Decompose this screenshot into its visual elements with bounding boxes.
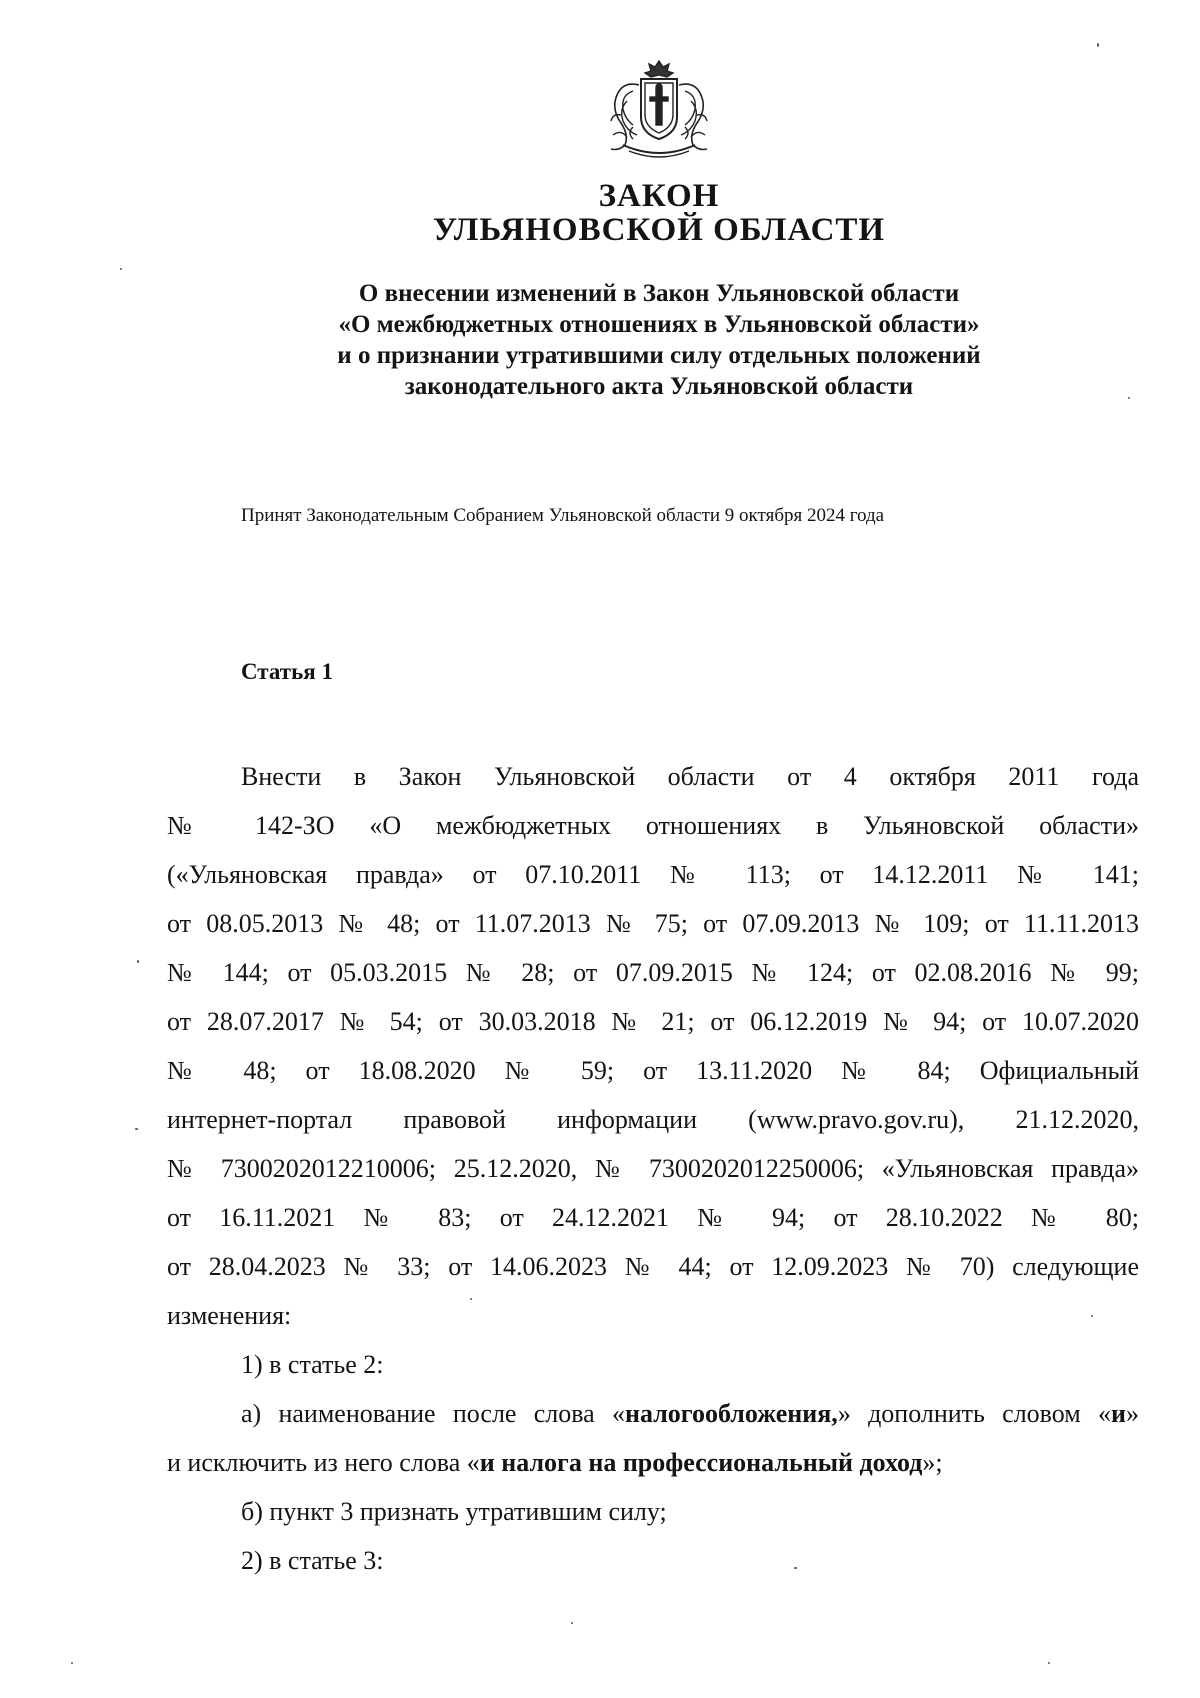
article-body: [167, 752, 1139, 1585]
body-line: от 08.05.2013 № 48; от 11.07.2013 № 75; от 07.09.2013 № 109; от 11.11.2013: [167, 909, 1139, 938]
body-line: № 142-ЗО «О межбюджетных отношениях в Ульяновской области»: [167, 811, 1139, 840]
document-title-line1: ЗАКОН: [598, 178, 720, 214]
body-line: Внести в Закон Ульяновской области от 4 октября 2011 года: [241, 762, 1139, 791]
body-line: от 28.04.2023 № 33; от 14.06.2023 № 44; от 12.09.2023 № 70) следующие: [167, 1252, 1139, 1281]
body-line: № 144; от 05.03.2015 № 28; от 07.09.2015 № 124; от 02.08.2016 № 99;: [167, 958, 1139, 987]
document-title-line2: УЛЬЯНОВСКОЙ ОБЛАСТИ: [432, 212, 886, 248]
law-subject-line: О внесении изменений в Закон Ульяновской области: [358, 280, 960, 307]
body-line: от 28.07.2017 № 54; от 30.03.2018 № 21; от 06.12.2019 № 94; от 10.07.2020: [167, 1007, 1139, 1036]
item-1b: б) пункт 3 признать утратившим силу;: [241, 1497, 667, 1526]
text-run: »: [1126, 1399, 1139, 1428]
law-subject-line: и о признании утратившими силу отдельных положений: [337, 342, 981, 369]
scan-speck: [1128, 397, 1130, 399]
body-line: изменения:: [167, 1301, 292, 1330]
bold-run: налогообложения,: [624, 1399, 838, 1428]
text-run: и исключить из него слова «: [167, 1448, 480, 1477]
scan-speck: [137, 960, 139, 963]
item-1a-line2: [167, 1438, 1139, 1487]
body-line: № 7300202012210006; 25.12.2020, № 7300202012250006; «Ульяновская правда»: [167, 1154, 1139, 1183]
scan-speck: [794, 1567, 797, 1569]
body-line: интернет-портал правовой информации (www.pravo.gov.ru), 21.12.2020,: [167, 1105, 1139, 1134]
scan-speck: [135, 1128, 138, 1130]
text-run: »;: [922, 1448, 943, 1477]
scan-speck: [1097, 43, 1099, 47]
law-subject-line: «О межбюджетных отношениях в Ульяновской области»: [338, 311, 980, 338]
law-subject: [0, 278, 1200, 402]
article-heading: Статья 1: [241, 659, 333, 684]
scan-speck: [71, 1662, 73, 1664]
item-2: 2) в статье 3:: [241, 1546, 384, 1575]
scan-speck: [470, 1298, 472, 1300]
scan-speck: [1048, 1662, 1050, 1664]
body-line: от 16.11.2021 № 83; от 24.12.2021 № 94; от 28.10.2022 № 80;: [167, 1203, 1139, 1232]
item-1a-line1: [167, 1389, 1139, 1438]
bold-run: и: [1111, 1399, 1126, 1428]
adoption-note: Принят Законодательным Собранием Ульяновской области 9 октября 2024 года: [241, 505, 885, 526]
item-1: 1) в статье 2:: [241, 1350, 384, 1379]
coat-of-arms-icon: [603, 57, 715, 163]
body-line: № 48; от 18.08.2020 № 59; от 13.11.2020 № 84; Официальный: [167, 1056, 1139, 1085]
body-line: («Ульяновская правда» от 07.10.2011 № 113; от 14.12.2011 № 141;: [167, 860, 1139, 889]
law-subject-line: законодательного акта Ульяновской области: [404, 373, 914, 400]
scan-speck: [571, 1622, 573, 1624]
text-run: а) наименование после слова «: [241, 1399, 625, 1428]
scan-speck: [1091, 1315, 1093, 1317]
scan-speck: [120, 268, 122, 270]
bold-run: и налога на профессиональный доход: [479, 1448, 923, 1477]
text-run: » дополнить словом «: [837, 1399, 1112, 1428]
